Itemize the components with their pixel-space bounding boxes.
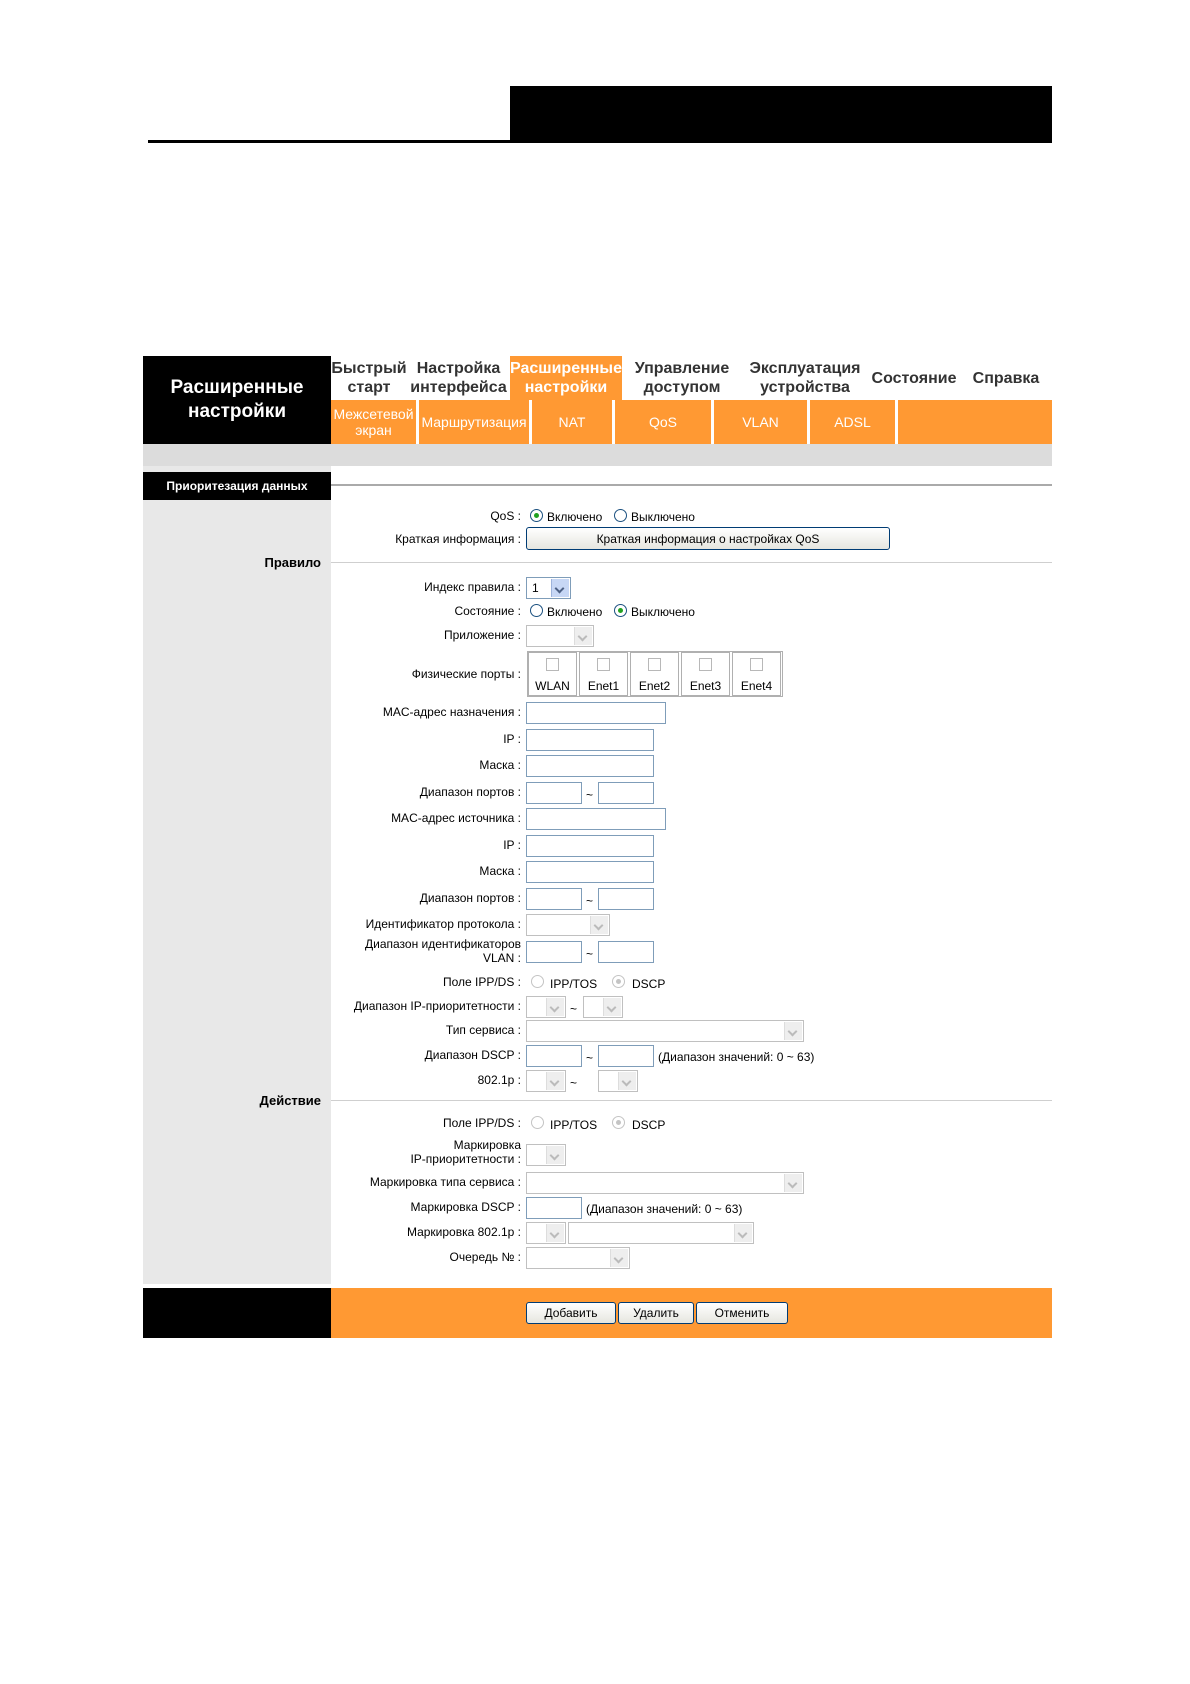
state-on-radio[interactable]	[530, 604, 543, 617]
tab-status[interactable]: Состояние	[871, 369, 957, 387]
qos-off-text: Выключено	[631, 510, 695, 524]
brand-line-2: настройки	[188, 401, 286, 422]
qos-off-radio[interactable]	[614, 509, 627, 522]
src-port-tilde: ~	[586, 894, 594, 908]
application-label: Приложение :	[443, 628, 521, 642]
ippds-label: Поле IPP/DS :	[442, 975, 521, 989]
action-ipptos-text: IPP/TOS	[550, 1118, 598, 1132]
port-enet3-checkbox[interactable]	[699, 658, 712, 671]
src-ip-input[interactable]	[526, 835, 654, 857]
dscp-range-hint: (Диапазон значений: 0 ~ 63)	[658, 1050, 815, 1064]
section-title: Приоритезация данных	[143, 472, 331, 500]
port-wlan: WLAN	[528, 652, 577, 696]
action-dscp-radio[interactable]	[612, 1116, 625, 1129]
ip-precedence-start-select[interactable]	[526, 996, 566, 1018]
document-header-bar	[510, 86, 1052, 143]
port-enet4: Enet4	[732, 652, 781, 696]
add-button[interactable]: Добавить	[526, 1302, 616, 1324]
queue-label: Очередь № :	[449, 1250, 521, 1264]
dscp-tilde: ~	[586, 1051, 594, 1065]
tab-interface-setup[interactable]: Настройка интерфейса	[410, 360, 507, 396]
action-ipprec-select[interactable]	[526, 1144, 566, 1166]
tab-access-management[interactable]: Управление доступом	[634, 360, 730, 396]
section-brand	[143, 356, 331, 444]
chevron-down-icon	[784, 1022, 802, 1040]
state-on-text: Включено	[547, 605, 603, 619]
action-divider	[331, 1100, 1052, 1101]
port-enet3: Enet3	[681, 652, 730, 696]
application-select[interactable]	[526, 625, 594, 647]
ippds-dscp-text: DSCP	[632, 977, 666, 991]
protocol-select[interactable]	[526, 914, 610, 936]
chevron-down-icon	[546, 1224, 564, 1242]
src-port-start-input[interactable]	[526, 888, 582, 910]
action-tos-label: Маркировка типа сервиса :	[369, 1175, 521, 1189]
state-off-text: Выключено	[631, 605, 695, 619]
dst-port-start-input[interactable]	[526, 782, 582, 804]
rule-index-value: 1	[532, 581, 539, 595]
src-mac-input[interactable]	[526, 808, 666, 830]
dst-mac-input[interactable]	[526, 702, 666, 724]
brand-line-1: Расширенные	[170, 377, 304, 398]
action-ipprec-label: Маркировка IP-приоритетности :	[410, 1138, 521, 1166]
dst-port-tilde: ~	[586, 788, 594, 802]
dst-ip-label: IP :	[503, 732, 521, 746]
action-dscp-hint: (Диапазон значений: 0 ~ 63)	[586, 1202, 743, 1216]
port-enet1-checkbox[interactable]	[597, 658, 610, 671]
dst-port-label: Диапазон портов :	[419, 785, 521, 799]
tab-maintenance[interactable]: Эксплуатация устройства	[749, 360, 861, 396]
src-mask-label: Маска :	[479, 864, 521, 878]
port-enet2-checkbox[interactable]	[648, 658, 661, 671]
section-divider	[331, 484, 1052, 486]
left-column	[143, 466, 331, 1284]
ip-precedence-label: Диапазон IP-приоритетности :	[353, 999, 521, 1013]
dst-mask-input[interactable]	[526, 755, 654, 777]
chevron-down-icon	[574, 627, 592, 645]
dscp-range-label: Диапазон DSCP :	[424, 1048, 521, 1062]
dst-mac-label: MAC-адрес назначения :	[382, 705, 521, 719]
tab-advanced-setup[interactable]: Расширенные настройки	[510, 356, 622, 400]
qos-on-text: Включено	[547, 510, 603, 524]
chevron-down-icon	[610, 1249, 628, 1267]
summary-label: Краткая информация :	[395, 532, 521, 546]
vlan-end-input[interactable]	[598, 941, 654, 963]
state-off-radio[interactable]	[614, 604, 627, 617]
document-header-rule	[148, 140, 510, 143]
header-strip	[143, 444, 1052, 466]
ip-precedence-tilde: ~	[570, 1002, 578, 1016]
src-port-label: Диапазон портов :	[419, 891, 521, 905]
delete-button[interactable]: Удалить	[618, 1302, 694, 1324]
queue-select[interactable]	[526, 1247, 630, 1269]
vlan-tilde: ~	[586, 947, 594, 961]
action-ippds-label: Поле IPP/DS :	[442, 1116, 521, 1130]
ippds-dscp-radio[interactable]	[612, 975, 625, 988]
tab-quick-start[interactable]: Быстрый старт	[331, 360, 407, 396]
src-mask-input[interactable]	[526, 861, 654, 883]
rule-index-label: Индекс правила :	[424, 580, 521, 594]
chevron-down-icon	[551, 579, 569, 597]
port-enet4-checkbox[interactable]	[750, 658, 763, 671]
chevron-down-icon	[546, 998, 564, 1016]
dot1p-label: 802.1p :	[477, 1073, 521, 1087]
chevron-down-icon	[603, 998, 621, 1016]
qos-summary-button[interactable]: Краткая информация о настройках QoS	[526, 527, 890, 550]
subtab-vlan[interactable]: VLAN	[714, 400, 810, 444]
src-port-end-input[interactable]	[598, 888, 654, 910]
dot1p-start-select[interactable]	[526, 1070, 566, 1092]
subtab-firewall[interactable]: Межсетевой экран	[331, 400, 419, 444]
qos-on-radio[interactable]	[530, 509, 543, 522]
chevron-down-icon	[618, 1072, 636, 1090]
dscp-start-input[interactable]	[526, 1045, 582, 1067]
action-tos-select[interactable]	[526, 1172, 804, 1194]
rule-divider	[331, 562, 1052, 563]
chevron-down-icon	[546, 1146, 564, 1164]
tos-label: Тип сервиса :	[445, 1023, 521, 1037]
footer-left	[143, 1288, 331, 1338]
ippds-ipptos-text: IPP/TOS	[550, 977, 598, 991]
cancel-button[interactable]: Отменить	[696, 1302, 788, 1324]
action-dscp-label: Маркировка DSCP :	[410, 1200, 521, 1214]
chevron-down-icon	[590, 916, 608, 934]
tab-help[interactable]: Справка	[972, 369, 1040, 387]
tos-select[interactable]	[526, 1020, 804, 1042]
ippds-ipptos-radio[interactable]	[531, 975, 544, 988]
vlan-start-input[interactable]	[526, 941, 582, 963]
chevron-down-icon	[734, 1224, 752, 1242]
action-dot1p-select[interactable]	[526, 1222, 566, 1244]
port-enet2: Enet2	[630, 652, 679, 696]
action-dscp-input[interactable]	[526, 1197, 582, 1219]
dst-mask-label: Маска :	[479, 758, 521, 772]
dst-ip-input[interactable]	[526, 729, 654, 751]
vlan-range-label: Диапазон идентификаторов VLAN :	[364, 937, 521, 965]
dst-port-end-input[interactable]	[598, 782, 654, 804]
physical-ports-label: Физические порты :	[411, 667, 521, 681]
rule-section-label: Правило	[264, 555, 321, 570]
qos-label: QoS :	[490, 509, 521, 523]
ip-precedence-end-select[interactable]	[583, 996, 623, 1018]
port-wlan-checkbox[interactable]	[546, 658, 559, 671]
src-mac-label: MAC-адрес источника :	[391, 811, 521, 825]
state-label: Состояние :	[454, 604, 521, 618]
src-ip-label: IP :	[503, 838, 521, 852]
subtab-nat[interactable]: NAT	[532, 400, 615, 444]
action-ipptos-radio[interactable]	[531, 1116, 544, 1129]
action-dscp-text: DSCP	[632, 1118, 666, 1132]
chevron-down-icon	[546, 1072, 564, 1090]
subtab-routing[interactable]: Маршрутизация	[419, 400, 532, 444]
port-enet1: Enet1	[579, 652, 628, 696]
action-dot1p-label: Маркировка 802.1p :	[406, 1225, 521, 1239]
dot1p-end-select[interactable]	[598, 1070, 638, 1092]
protocol-label: Идентификатор протокола :	[365, 917, 521, 931]
chevron-down-icon	[784, 1174, 802, 1192]
action-section-label: Действие	[259, 1093, 321, 1108]
subtab-qos[interactable]: QoS	[615, 400, 714, 444]
subtab-adsl[interactable]: ADSL	[810, 400, 898, 444]
rule-index-select[interactable]	[526, 577, 571, 599]
dot1p-tilde: ~	[570, 1076, 578, 1090]
dscp-end-input[interactable]	[598, 1045, 654, 1067]
action-dot1p-value-select[interactable]	[568, 1222, 754, 1244]
